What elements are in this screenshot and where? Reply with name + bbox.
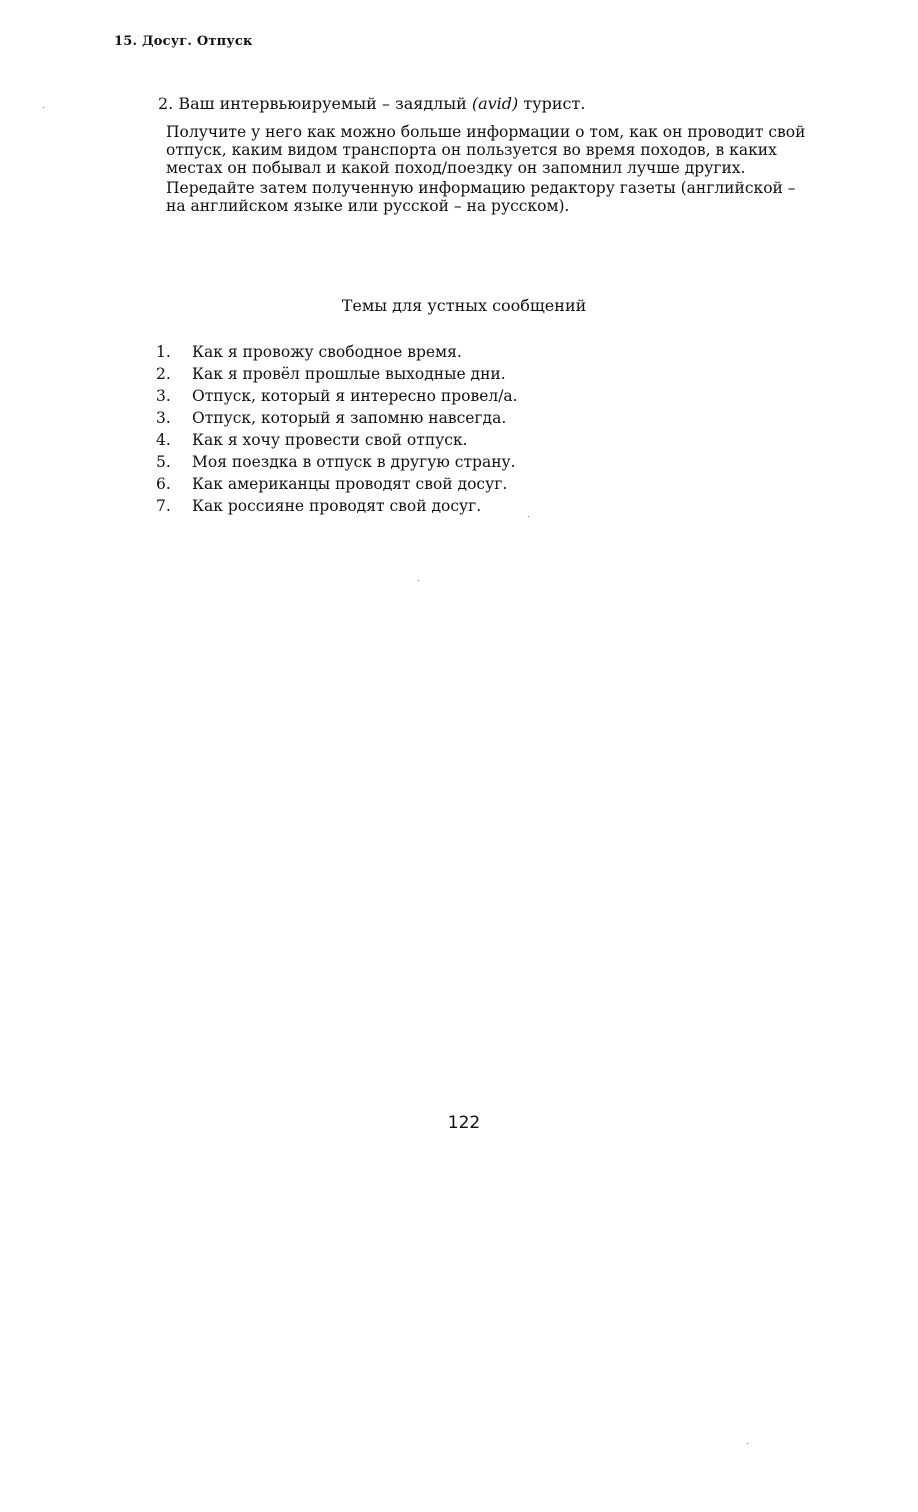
list-item xyxy=(156,473,518,495)
running-head: 15. Досуг. Отпуск xyxy=(114,34,253,49)
list-item-text: Как россияне проводят свой досуг. xyxy=(192,497,482,515)
list-item-number: 4. xyxy=(156,431,171,449)
task-paragraph-2: Передайте затем полученную информацию редактору газеты (английской – на английском языке или русской – на русском). xyxy=(166,179,796,215)
scan-speck xyxy=(528,516,529,517)
list-item-number: 1. xyxy=(156,343,171,361)
list-item xyxy=(156,495,518,517)
task-instructions xyxy=(166,123,816,215)
task-number: 2. xyxy=(158,94,174,113)
list-item xyxy=(156,451,518,473)
topics-list xyxy=(156,341,518,517)
topics-title: Темы для устных сообщений xyxy=(341,296,587,315)
list-item-text: Отпуск, который я запомню навсегда. xyxy=(192,409,507,427)
list-item-number: 6. xyxy=(156,475,171,493)
task-paragraph-1: Получите у него как можно больше информации о том, как он проводит свой отпуск, каким видом транспорта он пользуется во время походов, в каких местах он побывал и какой поход/поездку он запомнил лучше других. xyxy=(166,123,806,177)
scan-speck xyxy=(43,107,44,108)
list-item-text: Как американцы проводят свой досуг. xyxy=(192,475,508,493)
list-item-text: Отпуск, который я интересно провел/а. xyxy=(192,387,518,405)
list-item-text: Как я провожу свободное время. xyxy=(192,343,462,361)
list-item-text: Как я хочу провести свой отпуск. xyxy=(192,431,468,449)
list-item-number: 7. xyxy=(156,497,171,515)
list-item xyxy=(156,407,518,429)
scan-speck xyxy=(418,580,419,581)
list-item-number: 2. xyxy=(156,365,171,383)
task-heading-english: (avid) xyxy=(471,94,519,113)
task-heading xyxy=(158,94,585,113)
list-item xyxy=(156,341,518,363)
list-item-number: 3. xyxy=(156,387,171,405)
scan-speck xyxy=(747,1443,748,1444)
task-heading-end: турист. xyxy=(523,94,586,113)
list-item xyxy=(156,385,518,407)
list-item-number: 3. xyxy=(156,409,171,427)
list-item-number: 5. xyxy=(156,453,171,471)
task-heading-text: Ваш интервьюируемый – заядлый xyxy=(178,94,467,113)
page-number: 122 xyxy=(447,1113,481,1133)
list-item xyxy=(156,363,518,385)
list-item xyxy=(156,429,518,451)
list-item-text: Моя поездка в отпуск в другую страну. xyxy=(192,453,516,471)
list-item-text: Как я провёл прошлые выходные дни. xyxy=(192,365,506,383)
